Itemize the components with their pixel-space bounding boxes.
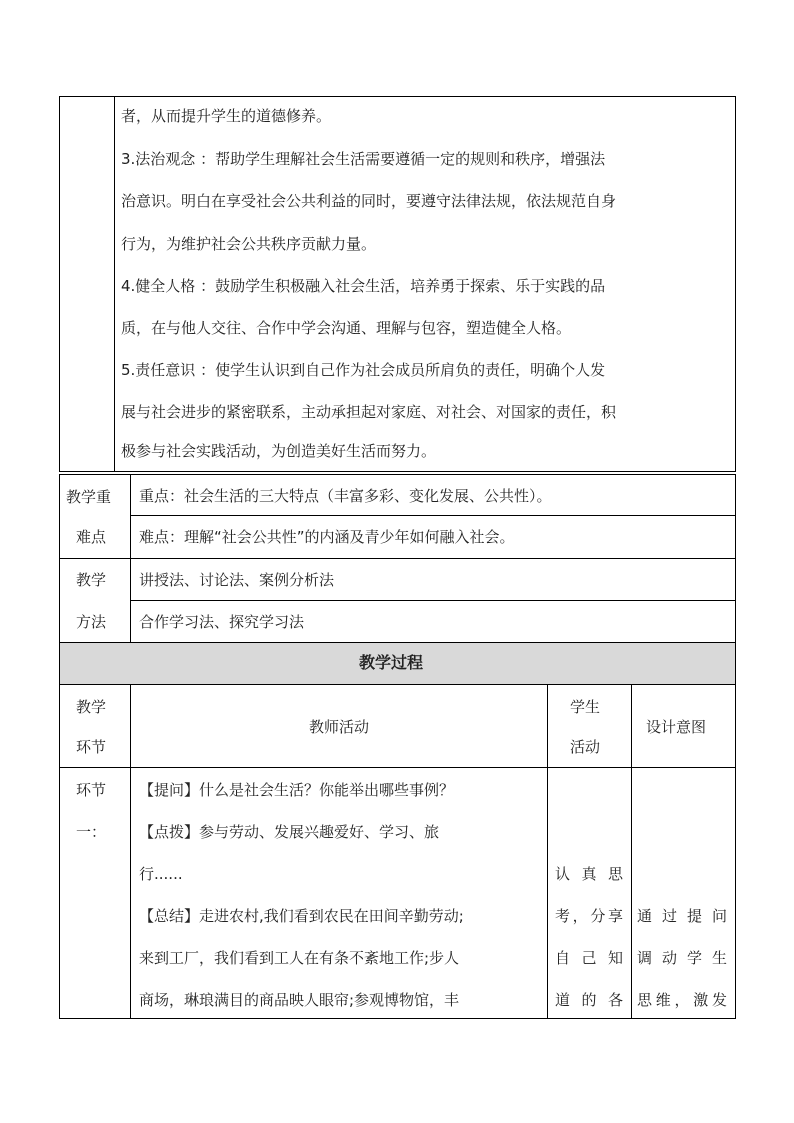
student-activity-header: 活动 — [570, 738, 601, 756]
process-title: 教学过程 — [359, 653, 424, 672]
student-activity-header: 学生 — [570, 698, 601, 716]
key-points-label: 难点 — [76, 528, 107, 546]
design-intent-line: 调 动 学 生 — [637, 949, 727, 967]
teacher-activity-line: 【提问】什么是社会生活？你能举出哪些事例？ — [139, 781, 455, 799]
teacher-activity-line: 来到工厂，我们看到工人在有条不紊地工作;步人 — [139, 949, 460, 967]
key-points-label: 教学重 — [66, 488, 112, 506]
teacher-activity-line: 商场，琳琅满目的商品映人眼帘;参观博物馆，丰 — [139, 991, 460, 1009]
design-intent-header: 设计意图 — [646, 718, 707, 736]
teacher-activity-header: 教师活动 — [309, 718, 370, 736]
learning-methods-text: 合作学习法、探究学习法 — [139, 613, 305, 631]
teacher-activity-line: 【总结】走进农村,我们看到农民在田间辛勤劳动; — [139, 907, 464, 925]
student-activity-line: 认 真 思 — [555, 865, 623, 883]
objective-line: 质，在与他人交往、合作中学会沟通、理解与包容，塑造健全人格。 — [121, 319, 572, 337]
student-activity-line: 自 己 知 — [555, 949, 623, 967]
objective-line: 5.责任意识 ：使学生认识到自己作为社会成员所肩负的责任，明确个人发 — [121, 361, 606, 379]
student-activity-line: 考 ， 分 享 — [555, 907, 623, 925]
teacher-activity-line: 行...... — [139, 865, 183, 883]
design-intent-line: 思 维 ， 激 发 — [637, 991, 727, 1009]
methods-label: 方法 — [76, 613, 107, 631]
methods-label: 教学 — [76, 571, 107, 589]
stage-header: 教学 — [76, 698, 107, 716]
objective-line: 4.健全人格 ：鼓励学生积极融入社会生活，培养勇于探索、乐于实践的品 — [121, 277, 606, 295]
teaching-methods-text: 讲授法、讨论法、案例分析法 — [139, 571, 335, 589]
objective-line: 治意识。明白在享受社会公共利益的同时，要遵守法律法规，依法规范自身 — [121, 192, 617, 210]
objective-line: 行为，为维护社会公共秩序贡献力量。 — [121, 235, 377, 253]
key-point-text: 重点：社会生活的三大特点（丰富多彩、变化发展、公共性）。 — [139, 487, 552, 505]
stage-header: 环节 — [76, 738, 107, 756]
objective-line: 展与社会进步的紧密联系，主动承担起对家庭、对社会、对国家的责任，积 — [121, 403, 617, 421]
stage-name: 环节 — [76, 781, 107, 799]
stage-name: 一： — [76, 823, 107, 841]
objective-line: 极参与社会实践活动，为创造美好生活而努力。 — [121, 442, 437, 460]
difficult-point-text: 难点：理解“社会公共性”的内涵及青少年如何融入社会。 — [139, 528, 515, 546]
objective-line: 者，从而提升学生的道德修养。 — [121, 107, 332, 125]
design-intent-line: 通 过 提 问 — [637, 907, 727, 925]
student-activity-line: 道 的 各 — [555, 991, 623, 1009]
objective-line: 3.法治观念 ：帮助学生理解社会生活需要遵循一定的规则和秩序，增强法 — [121, 150, 606, 168]
teacher-activity-line: 【点拨】参与劳动、发展兴趣爱好、学习、旅 — [139, 823, 440, 841]
